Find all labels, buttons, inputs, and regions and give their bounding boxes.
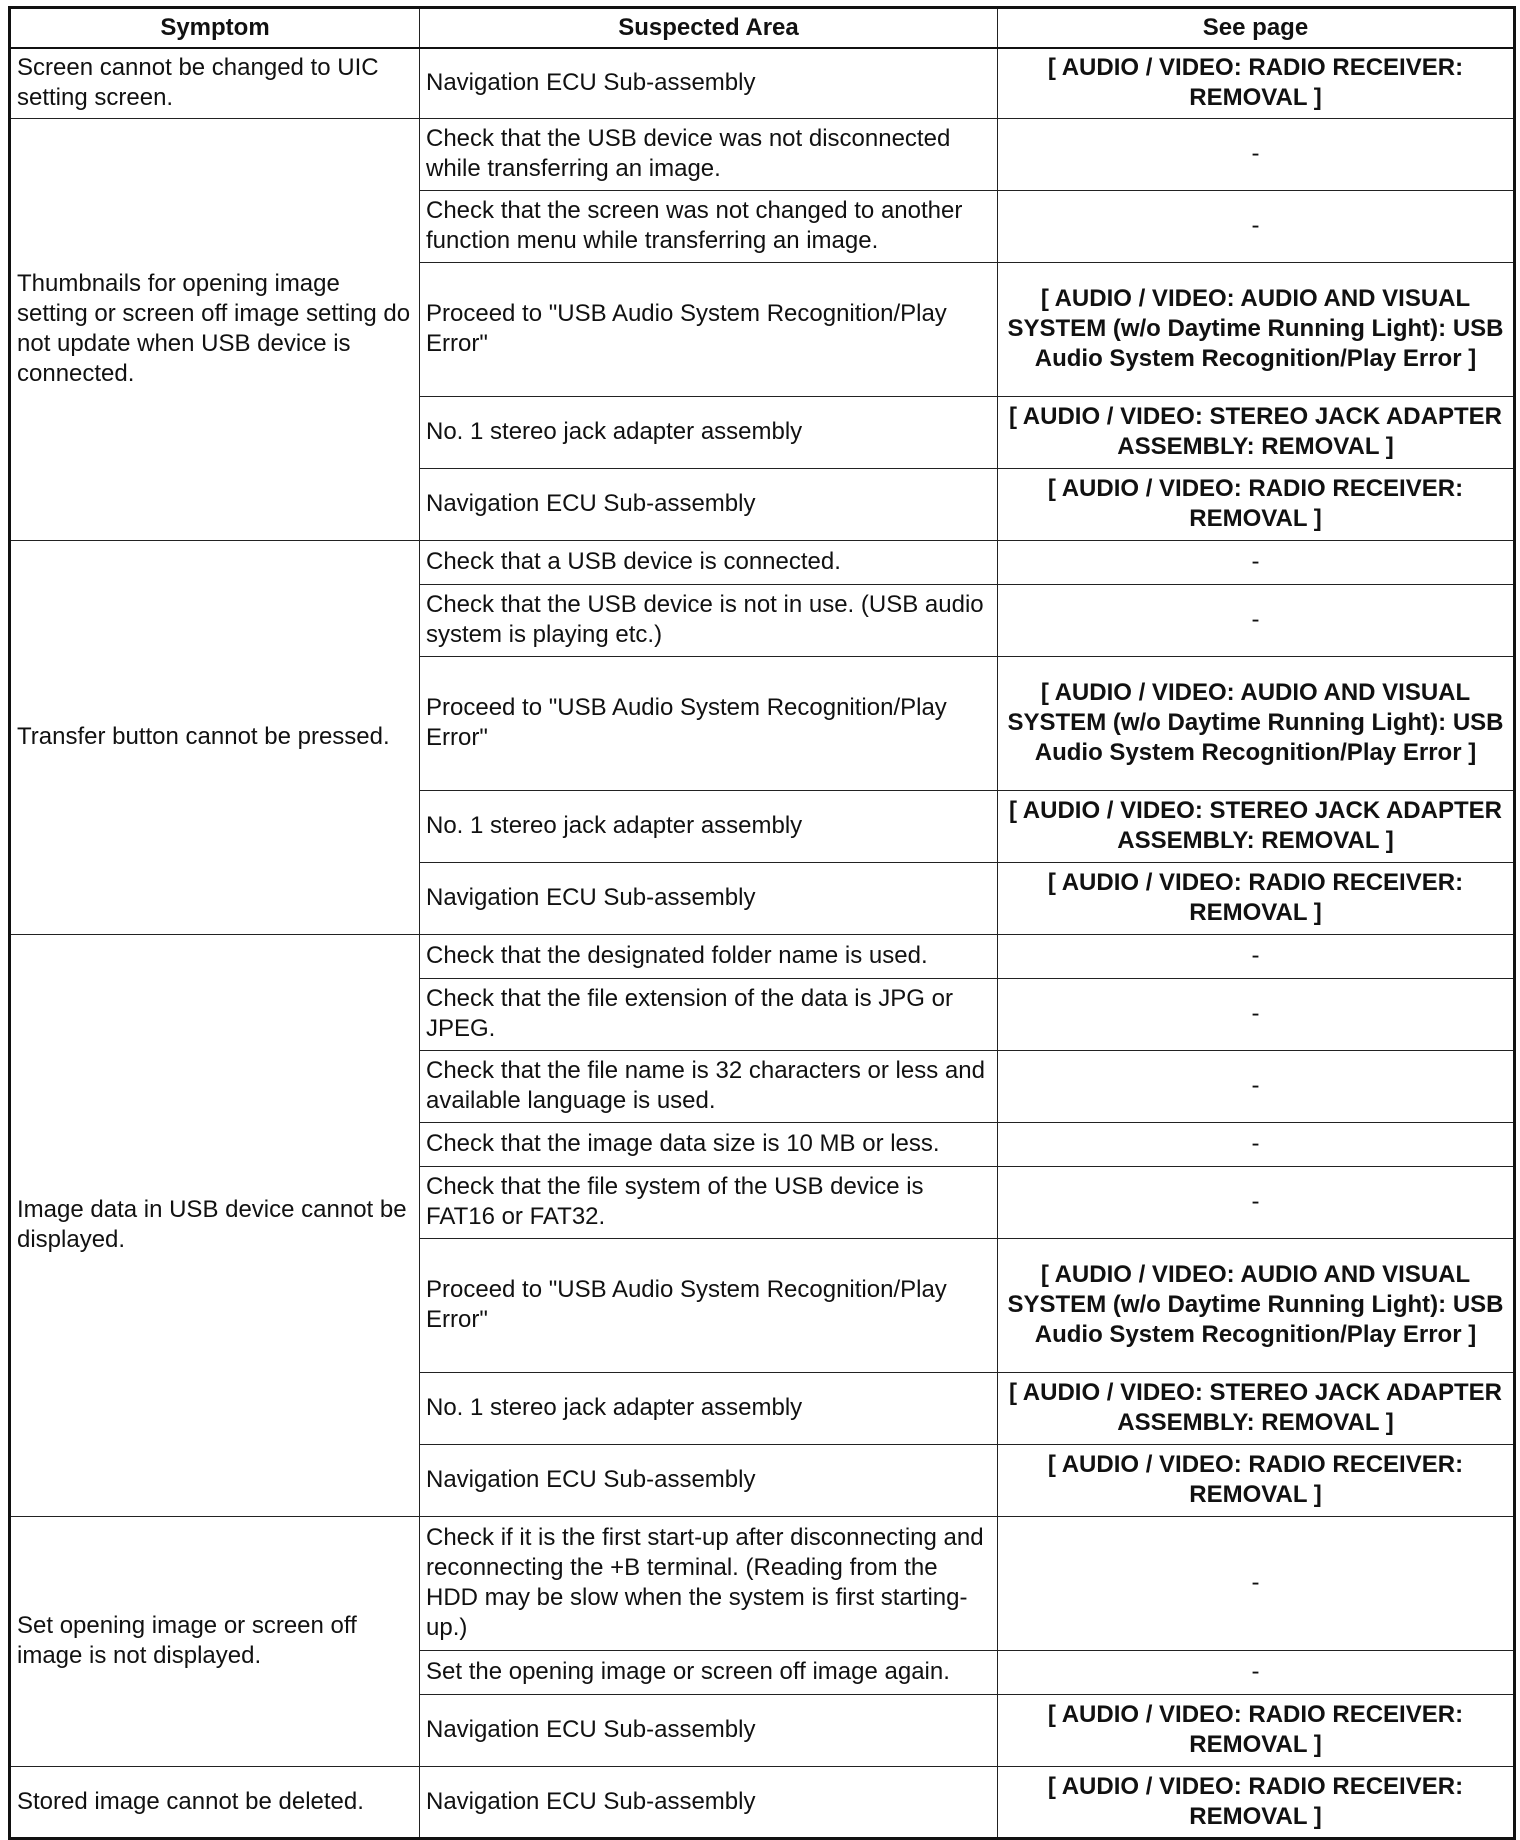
see-page-reference: [ AUDIO / VIDEO: RADIO RECEIVER: REMOVAL ] [998,48,1515,118]
see-page-empty-cell: - [998,1650,1515,1694]
see-page-empty-cell: - [998,118,1515,190]
symptom-cell: Transfer button cannot be pressed. [10,540,420,934]
table-row [10,118,1515,190]
troubleshooting-table [8,6,1516,1840]
header-row [10,8,1515,49]
see-page-reference: [ AUDIO / VIDEO: AUDIO AND VISUAL SYSTEM (w/o Daytime Running Light): USB Audio System Recognition/Play Error ] [998,262,1515,396]
see-page-reference: [ AUDIO / VIDEO: STEREO JACK ADAPTER ASSEMBLY: REMOVAL ] [998,790,1515,862]
see-page-empty-cell: - [998,1166,1515,1238]
suspected-area-cell: Proceed to "USB Audio System Recognition/Play Error" [420,656,998,790]
suspected-area-cell: Navigation ECU Sub-assembly [420,48,998,118]
table-body [10,48,1515,1838]
see-page-empty-cell: - [998,1050,1515,1122]
table-row [10,934,1515,978]
suspected-area-cell: No. 1 stereo jack adapter assembly [420,790,998,862]
symptom-cell: Set opening image or screen off image is not displayed. [10,1516,420,1766]
symptom-cell: Image data in USB device cannot be displayed. [10,934,420,1516]
symptom-cell: Screen cannot be changed to UIC setting screen. [10,48,420,118]
see-page-reference: [ AUDIO / VIDEO: STEREO JACK ADAPTER ASSEMBLY: REMOVAL ] [998,1372,1515,1444]
see-page-empty-cell: - [998,190,1515,262]
see-page-reference: [ AUDIO / VIDEO: RADIO RECEIVER: REMOVAL ] [998,468,1515,540]
see-page-reference: [ AUDIO / VIDEO: AUDIO AND VISUAL SYSTEM (w/o Daytime Running Light): USB Audio System Recognition/Play Error ] [998,656,1515,790]
suspected-area-cell: Check that the file extension of the data is JPG or JPEG. [420,978,998,1050]
see-page-reference: [ AUDIO / VIDEO: RADIO RECEIVER: REMOVAL ] [998,862,1515,934]
suspected-area-cell: Navigation ECU Sub-assembly [420,1444,998,1516]
suspected-area-cell: Check that the designated folder name is used. [420,934,998,978]
suspected-area-cell: No. 1 stereo jack adapter assembly [420,396,998,468]
table-row [10,540,1515,584]
see-page-reference: [ AUDIO / VIDEO: RADIO RECEIVER: REMOVAL ] [998,1444,1515,1516]
suspected-area-cell: Check that the file name is 32 characters or less and available language is used. [420,1050,998,1122]
header-symptom: Symptom [10,8,420,49]
see-page-reference: [ AUDIO / VIDEO: RADIO RECEIVER: REMOVAL ] [998,1694,1515,1766]
suspected-area-cell: Check that a USB device is connected. [420,540,998,584]
suspected-area-cell: Set the opening image or screen off image again. [420,1650,998,1694]
suspected-area-cell: No. 1 stereo jack adapter assembly [420,1372,998,1444]
see-page-reference: [ AUDIO / VIDEO: AUDIO AND VISUAL SYSTEM (w/o Daytime Running Light): USB Audio System Recognition/Play Error ] [998,1238,1515,1372]
header-see-page: See page [998,8,1515,49]
suspected-area-cell: Navigation ECU Sub-assembly [420,468,998,540]
table-row [10,48,1515,118]
table-row [10,1766,1515,1838]
table-row [10,1516,1515,1650]
see-page-empty-cell: - [998,1122,1515,1166]
see-page-empty-cell: - [998,978,1515,1050]
suspected-area-cell: Navigation ECU Sub-assembly [420,862,998,934]
suspected-area-cell: Proceed to "USB Audio System Recognition/Play Error" [420,262,998,396]
suspected-area-cell: Check if it is the first start-up after disconnecting and reconnecting the +B terminal. (Reading from the HDD may be slow when the system is first starting-up.) [420,1516,998,1650]
suspected-area-cell: Proceed to "USB Audio System Recognition/Play Error" [420,1238,998,1372]
suspected-area-cell: Check that the USB device is not in use. (USB audio system is playing etc.) [420,584,998,656]
see-page-empty-cell: - [998,934,1515,978]
symptom-cell: Thumbnails for opening image setting or screen off image setting do not update when USB device is connected. [10,118,420,540]
see-page-reference: [ AUDIO / VIDEO: STEREO JACK ADAPTER ASSEMBLY: REMOVAL ] [998,396,1515,468]
suspected-area-cell: Navigation ECU Sub-assembly [420,1694,998,1766]
see-page-empty-cell: - [998,540,1515,584]
suspected-area-cell: Navigation ECU Sub-assembly [420,1766,998,1838]
table-header [10,8,1515,49]
suspected-area-cell: Check that the image data size is 10 MB or less. [420,1122,998,1166]
suspected-area-cell: Check that the USB device was not disconnected while transferring an image. [420,118,998,190]
see-page-empty-cell: - [998,1516,1515,1650]
see-page-reference: [ AUDIO / VIDEO: RADIO RECEIVER: REMOVAL ] [998,1766,1515,1838]
suspected-area-cell: Check that the screen was not changed to another function menu while transferring an image. [420,190,998,262]
suspected-area-cell: Check that the file system of the USB device is FAT16 or FAT32. [420,1166,998,1238]
symptom-cell: Stored image cannot be deleted. [10,1766,420,1838]
header-suspected-area: Suspected Area [420,8,998,49]
see-page-empty-cell: - [998,584,1515,656]
